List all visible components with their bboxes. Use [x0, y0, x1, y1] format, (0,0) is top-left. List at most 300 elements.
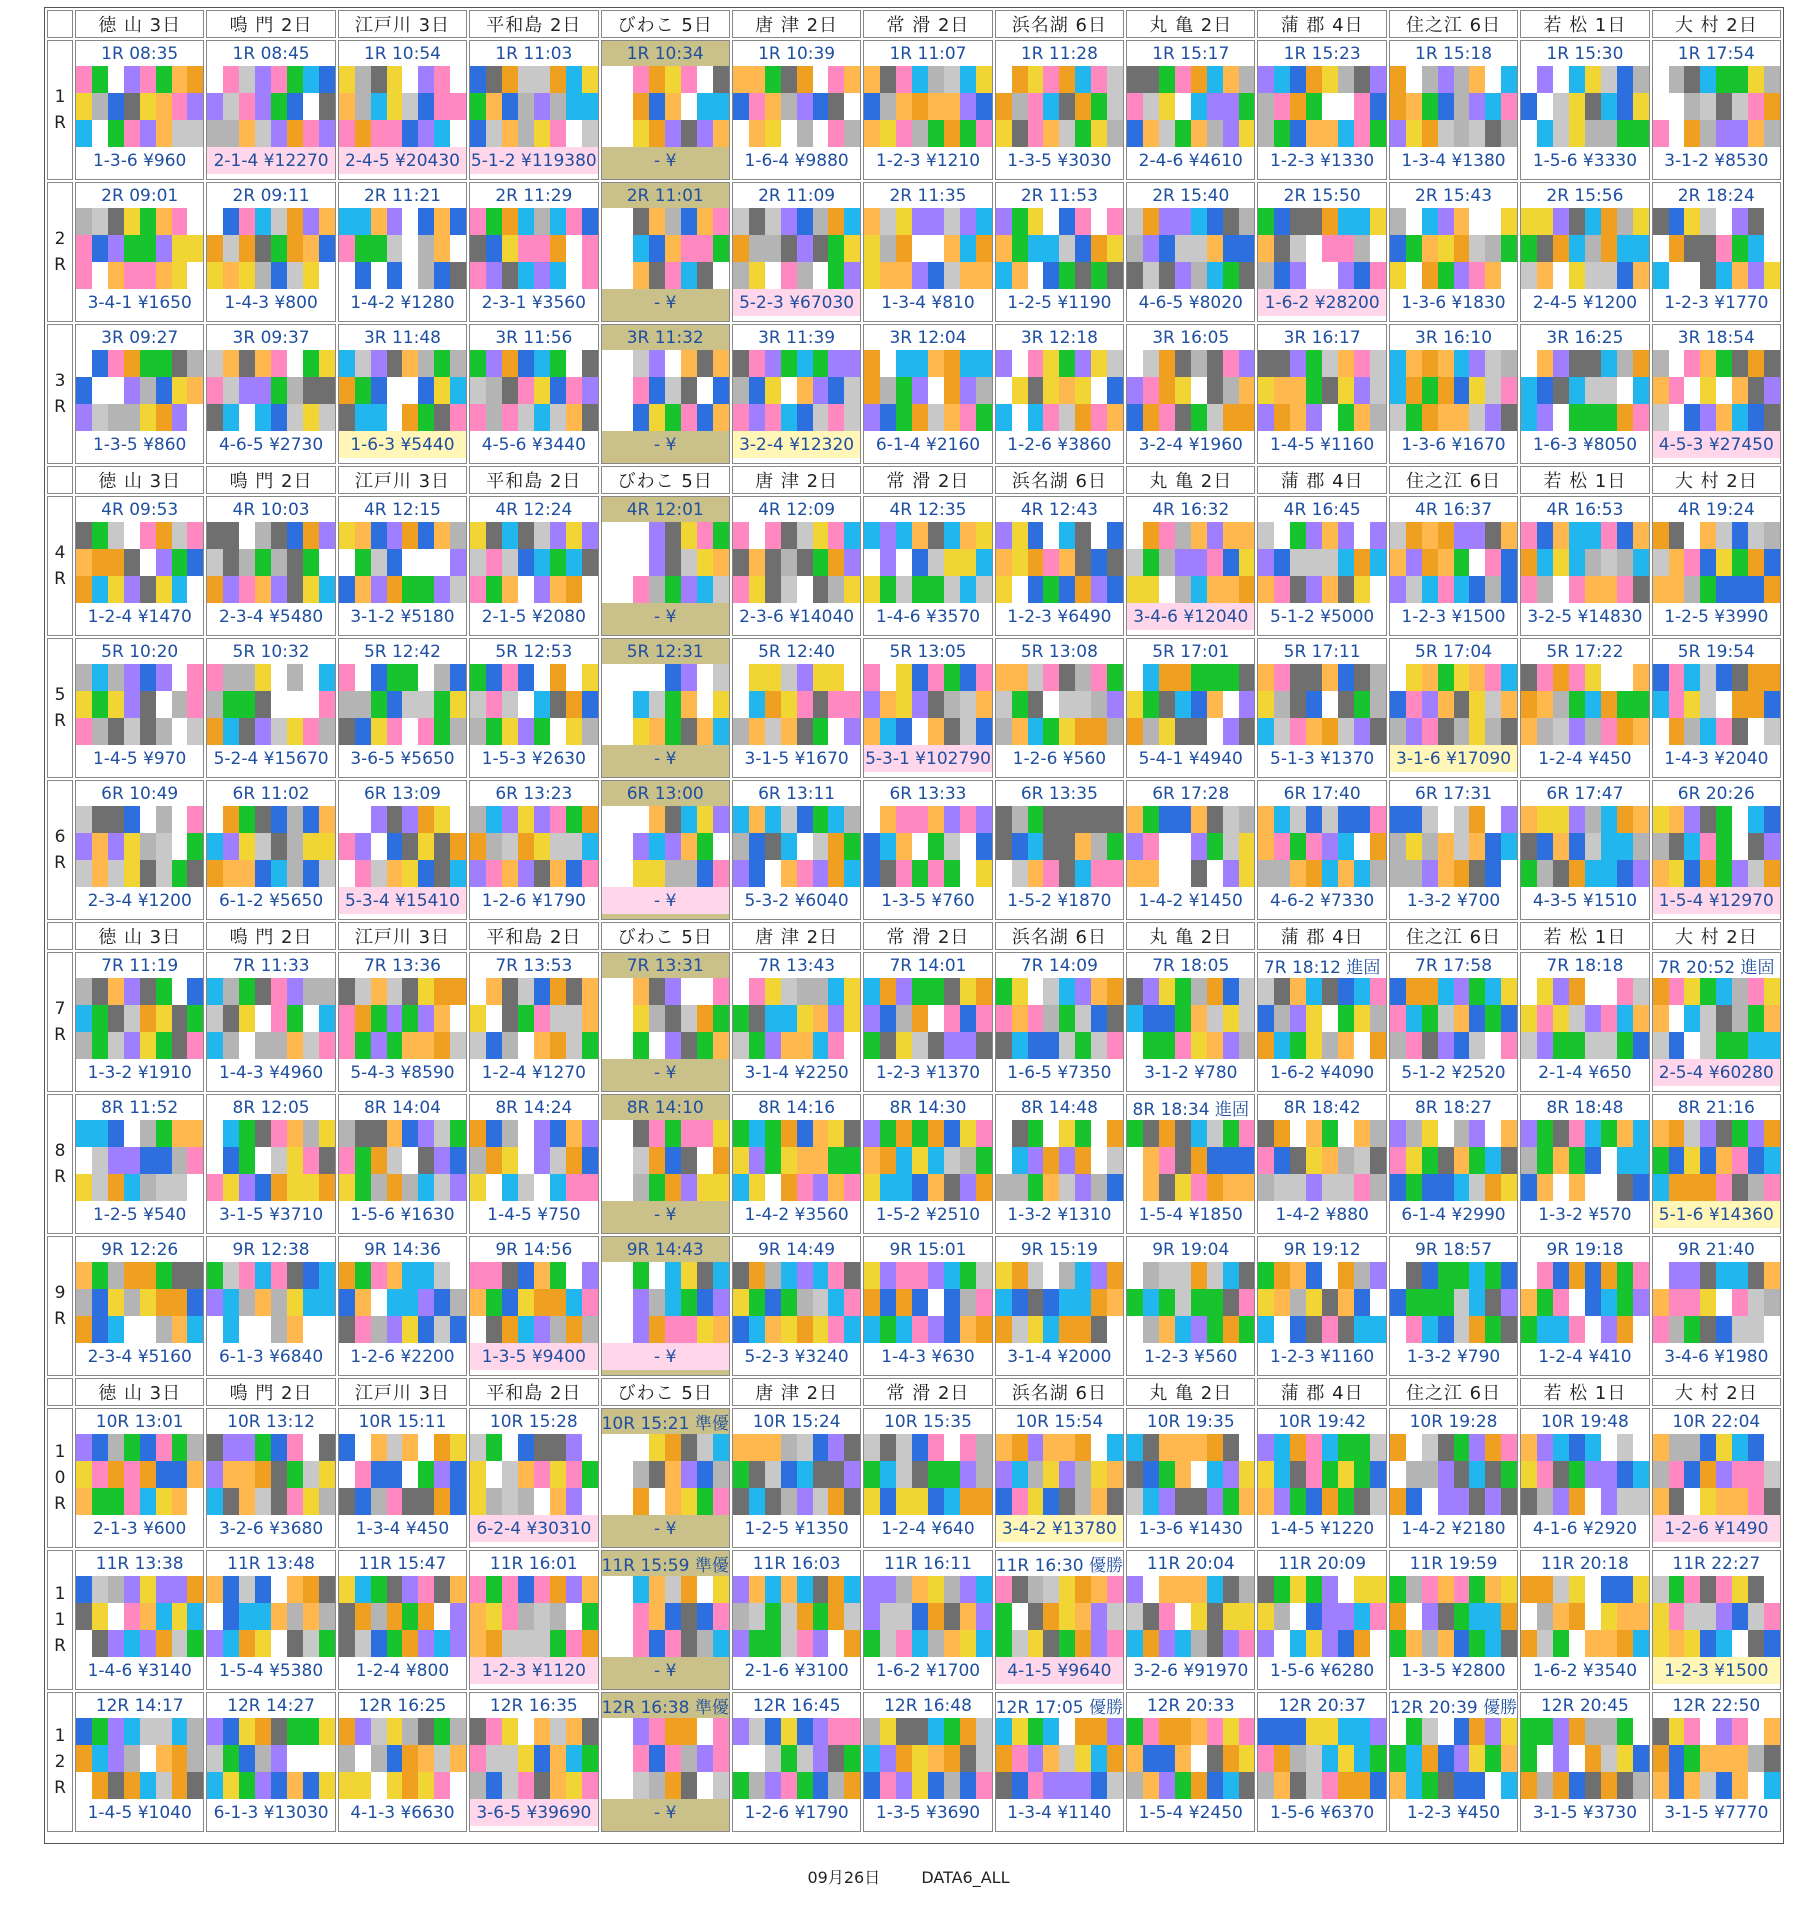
- race-result-cell[interactable]: [1257, 638, 1386, 778]
- boat-color-box: [697, 978, 713, 1005]
- race-result-cell[interactable]: [75, 1692, 204, 1832]
- race-result-cell[interactable]: [1389, 496, 1518, 636]
- boat-color-box: [1438, 235, 1454, 262]
- boat-color-box: [828, 1488, 844, 1515]
- race-result-cell[interactable]: [995, 638, 1124, 778]
- boat-color-box: [1585, 691, 1601, 718]
- boat-color-box: [271, 1461, 287, 1488]
- boat-color-box: [582, 208, 598, 235]
- race-result-cell[interactable]: [1126, 638, 1255, 778]
- boat-color-box: [319, 377, 335, 404]
- race-result-cell[interactable]: [995, 182, 1124, 322]
- boat-color-box: [1239, 1603, 1255, 1630]
- race-result-cell[interactable]: [469, 1550, 598, 1690]
- race-result-cell[interactable]: [1652, 1236, 1781, 1376]
- boat-color-box: [944, 66, 960, 93]
- boat-color-box: [1290, 1461, 1306, 1488]
- race-result-cell[interactable]: [1257, 182, 1386, 322]
- boat-color-box: [355, 522, 371, 549]
- boat-color-box: [534, 860, 550, 887]
- boat-color-box: [207, 262, 223, 289]
- race-result-cell[interactable]: [1652, 496, 1781, 636]
- race-result-cell[interactable]: [863, 496, 992, 636]
- race-result-cell[interactable]: [732, 1408, 861, 1548]
- race-result-cell[interactable]: [1520, 1408, 1649, 1548]
- race-result-cell[interactable]: [1389, 1408, 1518, 1548]
- boat-color-box: [582, 833, 598, 860]
- boat-color-box: [749, 1461, 765, 1488]
- race-result-cell[interactable]: [732, 40, 861, 180]
- boat-color-box: [108, 978, 124, 1005]
- race-result-cell[interactable]: [1126, 496, 1255, 636]
- race-result-cell[interactable]: [995, 1236, 1124, 1376]
- race-result-cell[interactable]: [338, 952, 467, 1092]
- boat-color-box: [1107, 549, 1123, 576]
- race-result-cell[interactable]: [732, 780, 861, 920]
- boat-color-box: [912, 1745, 928, 1772]
- boat-color-box: [1306, 691, 1322, 718]
- race-result-cell[interactable]: [1389, 1692, 1518, 1832]
- boat-color-box: [1684, 1120, 1700, 1147]
- boat-color-box: [697, 1745, 713, 1772]
- boat-odds-row: [339, 1745, 466, 1772]
- boat-color-box: [1258, 1603, 1274, 1630]
- race-result-cell[interactable]: [863, 1550, 992, 1690]
- boat-color-box: [976, 718, 992, 745]
- race-number-label: 1 R: [47, 40, 73, 180]
- race-result-cell[interactable]: [338, 1692, 467, 1832]
- boat-odds-row: [76, 1461, 203, 1488]
- race-result-cell[interactable]: [75, 952, 204, 1092]
- boat-color-box: [156, 1262, 172, 1289]
- race-result-cell[interactable]: [1126, 40, 1255, 180]
- race-result-cell[interactable]: [732, 324, 861, 464]
- payout-line: - ¥: [654, 434, 677, 455]
- race-result-cell[interactable]: [1257, 1408, 1386, 1548]
- race-result-cell[interactable]: [1520, 638, 1649, 778]
- boat-color-box: [1669, 1434, 1685, 1461]
- race-result-cell[interactable]: [1257, 496, 1386, 636]
- race-result-cell[interactable]: [1389, 1094, 1518, 1234]
- race-result-cell[interactable]: [1389, 182, 1518, 322]
- boat-color-box: [1159, 377, 1175, 404]
- race-result-cell[interactable]: [1257, 324, 1386, 464]
- race-result-cell[interactable]: [1520, 1094, 1649, 1234]
- boat-color-box: [1501, 833, 1517, 860]
- boat-color-box: [1028, 806, 1044, 833]
- race-result-cell[interactable]: [338, 638, 467, 778]
- boat-color-box: [92, 1488, 108, 1515]
- boat-color-box: [1617, 235, 1633, 262]
- race-result-cell[interactable]: [75, 40, 204, 180]
- race-result-cell[interactable]: [1126, 952, 1255, 1092]
- boat-odds-row: [1390, 66, 1517, 93]
- boat-color-box: [1258, 350, 1274, 377]
- payout-line: 1-3-6 ¥1670: [1401, 434, 1506, 455]
- boat-color-box: [287, 1316, 303, 1343]
- boat-color-box: [1390, 404, 1406, 431]
- boat-color-box: [470, 1262, 486, 1289]
- boat-odds-row: [733, 522, 860, 549]
- boat-color-box: [1585, 1147, 1601, 1174]
- payout-line: 1-3-5 ¥3030: [1007, 150, 1112, 171]
- race-result-cell[interactable]: [1652, 40, 1781, 180]
- boat-color-box: [1684, 262, 1700, 289]
- boat-color-box: [223, 1461, 239, 1488]
- boat-color-box: [1553, 664, 1569, 691]
- race-result-cell[interactable]: [206, 1408, 335, 1548]
- race-result-cell[interactable]: [1520, 952, 1649, 1092]
- boat-color-box: [1258, 833, 1274, 860]
- boat-color-box: [1274, 1488, 1290, 1515]
- boat-color-box: [271, 1289, 287, 1316]
- race-result-cell[interactable]: [995, 780, 1124, 920]
- race-result-cell[interactable]: [601, 40, 730, 180]
- boat-odds-row: [339, 235, 466, 262]
- race-result-cell[interactable]: [75, 1094, 204, 1234]
- boat-color-box: [339, 1262, 355, 1289]
- payout-line: 1-5-6 ¥3330: [1532, 150, 1638, 171]
- boat-color-box: [582, 120, 598, 147]
- race-result-cell[interactable]: [206, 182, 335, 322]
- race-result-cell[interactable]: [863, 182, 992, 322]
- race-result-cell[interactable]: [732, 1094, 861, 1234]
- race-result-cell[interactable]: [206, 324, 335, 464]
- boat-color-box: [550, 549, 566, 576]
- boat-color-box: [239, 576, 255, 603]
- race-time-header: 6R 13:09: [363, 783, 441, 804]
- race-result-cell[interactable]: [206, 1094, 335, 1234]
- boat-color-box: [864, 208, 880, 235]
- race-result-cell[interactable]: [1520, 496, 1649, 636]
- boat-color-box: [1322, 1434, 1338, 1461]
- boat-color-box: [486, 1120, 502, 1147]
- boat-color-box: [187, 1461, 203, 1488]
- boat-color-box: [124, 1120, 140, 1147]
- race-result-cell[interactable]: [1520, 182, 1649, 322]
- race-result-cell[interactable]: [75, 1408, 204, 1548]
- race-time-header: 12R 20:33: [1146, 1695, 1235, 1716]
- race-result-cell[interactable]: [863, 324, 992, 464]
- race-result-cell[interactable]: [601, 496, 730, 636]
- race-result-cell[interactable]: [601, 1408, 730, 1548]
- boat-color-box: [1422, 350, 1438, 377]
- boat-color-box: [371, 1174, 387, 1201]
- race-time-header: 3R 09:37: [232, 327, 310, 348]
- race-result-cell[interactable]: [206, 952, 335, 1092]
- race-result-cell[interactable]: [732, 638, 861, 778]
- race-result-cell[interactable]: [995, 1094, 1124, 1234]
- race-result-cell[interactable]: [1520, 324, 1649, 464]
- race-result-cell[interactable]: [338, 182, 467, 322]
- boat-color-box: [76, 235, 92, 262]
- race-result-cell[interactable]: [1126, 1236, 1255, 1376]
- boat-color-box: [1159, 1120, 1175, 1147]
- boat-color-box: [1390, 664, 1406, 691]
- race-result-cell[interactable]: [469, 1094, 598, 1234]
- boat-color-box: [1306, 1316, 1322, 1343]
- boat-color-box: [828, 860, 844, 887]
- boat-color-box: [1684, 1147, 1700, 1174]
- boat-odds-row: [602, 1032, 729, 1059]
- boat-color-box: [765, 664, 781, 691]
- race-result-cell[interactable]: [469, 182, 598, 322]
- boat-color-box: [1258, 664, 1274, 691]
- boat-color-box: [617, 262, 633, 289]
- boat-color-box: [1454, 522, 1470, 549]
- boat-color-box: [1274, 1147, 1290, 1174]
- race-time-header: 9R 14:43: [626, 1239, 704, 1260]
- boat-color-box: [797, 1032, 813, 1059]
- boat-color-box: [223, 1488, 239, 1515]
- boat-color-box: [1175, 1032, 1191, 1059]
- boat-color-box: [1390, 1630, 1406, 1657]
- race-result-cell[interactable]: [1652, 1408, 1781, 1548]
- boat-color-box: [1521, 1745, 1537, 1772]
- boat-color-box: [518, 1005, 534, 1032]
- race-result-cell[interactable]: [1126, 780, 1255, 920]
- race-result-cell[interactable]: [732, 182, 861, 322]
- race-result-cell[interactable]: [469, 780, 598, 920]
- boat-color-box: [470, 576, 486, 603]
- race-result-cell[interactable]: [863, 780, 992, 920]
- race-result-cell[interactable]: [601, 1550, 730, 1690]
- boat-color-box: [339, 1174, 355, 1201]
- race-result-cell[interactable]: [469, 324, 598, 464]
- boat-color-box: [1274, 404, 1290, 431]
- race-result-cell[interactable]: [601, 1094, 730, 1234]
- race-result-cell[interactable]: [1389, 40, 1518, 180]
- race-result-cell[interactable]: [863, 952, 992, 1092]
- race-result-cell[interactable]: [1257, 1236, 1386, 1376]
- race-result-cell[interactable]: [1652, 182, 1781, 322]
- race-result-cell[interactable]: [469, 952, 598, 1092]
- race-result-cell[interactable]: [1389, 638, 1518, 778]
- race-result-cell[interactable]: [1126, 182, 1255, 322]
- race-result-cell[interactable]: [206, 40, 335, 180]
- race-result-cell[interactable]: [1652, 952, 1781, 1092]
- race-result-cell[interactable]: [601, 182, 730, 322]
- race-result-cell[interactable]: [469, 638, 598, 778]
- race-result-cell[interactable]: [1520, 1692, 1649, 1832]
- boat-color-box: [108, 120, 124, 147]
- race-result-cell[interactable]: [1126, 1692, 1255, 1832]
- race-result-cell[interactable]: [863, 1094, 992, 1234]
- boat-color-box: [1553, 1120, 1569, 1147]
- race-result-cell[interactable]: [206, 1550, 335, 1690]
- race-result-cell[interactable]: [1520, 780, 1649, 920]
- boat-color-box: [502, 1603, 518, 1630]
- race-result-cell[interactable]: [1257, 1550, 1386, 1690]
- boat-color-box: [1043, 1603, 1059, 1630]
- boat-color-box: [681, 664, 697, 691]
- boat-color-box: [880, 1630, 896, 1657]
- boat-color-box: [697, 1461, 713, 1488]
- race-result-cell[interactable]: [1257, 952, 1386, 1092]
- venue-header: 徳 山 3日: [75, 1378, 204, 1406]
- boat-color-box: [124, 1434, 140, 1461]
- boat-color-box: [287, 1576, 303, 1603]
- race-result-cell[interactable]: [601, 780, 730, 920]
- boat-color-box: [1653, 806, 1669, 833]
- boat-color-box: [355, 1434, 371, 1461]
- race-result-cell[interactable]: [338, 1408, 467, 1548]
- race-result-cell[interactable]: [863, 1236, 992, 1376]
- boat-color-box: [681, 1147, 697, 1174]
- race-result-cell[interactable]: [1126, 324, 1255, 464]
- race-result-cell[interactable]: [75, 1550, 204, 1690]
- race-result-cell[interactable]: [75, 496, 204, 636]
- boat-odds-row: [733, 860, 860, 887]
- boat-color-box: [271, 1488, 287, 1515]
- boat-color-box: [944, 404, 960, 431]
- race-result-cell[interactable]: [732, 952, 861, 1092]
- boat-color-box: [76, 1630, 92, 1657]
- boat-color-box: [566, 1434, 582, 1461]
- boat-color-box: [1127, 1032, 1143, 1059]
- boat-color-box: [1354, 549, 1370, 576]
- race-result-cell[interactable]: [206, 1692, 335, 1832]
- boat-color-box: [1306, 718, 1322, 745]
- race-result-cell[interactable]: [469, 1692, 598, 1832]
- race-result-cell[interactable]: [469, 1408, 598, 1548]
- race-result-cell[interactable]: [1389, 324, 1518, 464]
- race-result-cell[interactable]: [206, 496, 335, 636]
- race-result-cell[interactable]: [206, 780, 335, 920]
- race-result-cell[interactable]: [1652, 780, 1781, 920]
- boat-color-box: [1028, 93, 1044, 120]
- boat-odds-row: [1258, 235, 1385, 262]
- race-result-cell[interactable]: [732, 1692, 861, 1832]
- race-result-cell[interactable]: [601, 1692, 730, 1832]
- boat-color-box: [1028, 549, 1044, 576]
- venue-header: 浜名湖 6日: [995, 10, 1124, 38]
- race-result-cell[interactable]: [1126, 1550, 1255, 1690]
- race-result-cell[interactable]: [732, 1236, 861, 1376]
- boat-odds-row: [733, 1120, 860, 1147]
- boat-color-box: [649, 377, 665, 404]
- boat-color-box: [697, 235, 713, 262]
- boat-color-box: [156, 1120, 172, 1147]
- boat-color-box: [749, 1032, 765, 1059]
- boat-color-box: [1159, 664, 1175, 691]
- boat-color-box: [1406, 833, 1422, 860]
- race-result-cell[interactable]: [338, 780, 467, 920]
- race-result-cell[interactable]: [1257, 1692, 1386, 1832]
- race-result-cell[interactable]: [75, 638, 204, 778]
- boat-color-box: [1601, 1174, 1617, 1201]
- race-result-cell[interactable]: [469, 40, 598, 180]
- race-result-cell[interactable]: [601, 1236, 730, 1376]
- race-result-cell[interactable]: [1652, 1094, 1781, 1234]
- boat-color-box: [172, 1603, 188, 1630]
- race-result-cell[interactable]: [1126, 1094, 1255, 1234]
- boat-color-box: [1028, 1488, 1044, 1515]
- race-result-cell[interactable]: [863, 40, 992, 180]
- boat-color-box: [1223, 806, 1239, 833]
- race-result-cell[interactable]: [1389, 780, 1518, 920]
- race-result-cell[interactable]: [206, 638, 335, 778]
- race-result-cell[interactable]: [206, 1236, 335, 1376]
- boat-color-box: [633, 120, 649, 147]
- boat-color-box: [172, 93, 188, 120]
- boat-color-box: [797, 576, 813, 603]
- race-result-cell[interactable]: [338, 324, 467, 464]
- race-result-cell[interactable]: [995, 952, 1124, 1092]
- race-result-cell[interactable]: [338, 1236, 467, 1376]
- boat-color-box: [156, 691, 172, 718]
- race-result-cell[interactable]: [995, 1408, 1124, 1548]
- race-result-cell[interactable]: [732, 496, 861, 636]
- race-result-cell[interactable]: [1520, 40, 1649, 180]
- race-result-cell[interactable]: [1389, 952, 1518, 1092]
- race-result-cell[interactable]: [75, 182, 204, 322]
- race-result-cell[interactable]: [601, 638, 730, 778]
- race-result-cell[interactable]: [1126, 1408, 1255, 1548]
- race-result-cell[interactable]: [1257, 1094, 1386, 1234]
- race-result-cell[interactable]: [1520, 1236, 1649, 1376]
- race-result-cell[interactable]: [1257, 40, 1386, 180]
- race-result-cell[interactable]: [75, 780, 204, 920]
- race-result-cell[interactable]: [995, 1550, 1124, 1690]
- race-result-cell[interactable]: [995, 1692, 1124, 1832]
- boat-color-box: [76, 1745, 92, 1772]
- race-result-cell[interactable]: [75, 1236, 204, 1376]
- race-result-cell[interactable]: [338, 40, 467, 180]
- boat-color-box: [1075, 664, 1091, 691]
- boat-color-box: [339, 833, 355, 860]
- race-result-cell[interactable]: [1652, 638, 1781, 778]
- race-result-cell[interactable]: [75, 324, 204, 464]
- race-result-cell[interactable]: [1389, 1550, 1518, 1690]
- race-result-cell[interactable]: [338, 1550, 467, 1690]
- race-result-cell[interactable]: [338, 1094, 467, 1234]
- race-result-cell[interactable]: [601, 324, 730, 464]
- payout-line: 1-2-3 ¥560: [1144, 1346, 1238, 1367]
- boat-color-box: [1354, 1032, 1370, 1059]
- boat-color-box: [928, 1120, 944, 1147]
- boat-color-box: [1370, 1576, 1386, 1603]
- race-result-cell[interactable]: [1652, 1550, 1781, 1690]
- boat-color-box: [944, 833, 960, 860]
- race-result-cell[interactable]: [1389, 1236, 1518, 1376]
- boat-color-box: [1012, 576, 1028, 603]
- race-result-cell[interactable]: [732, 1550, 861, 1690]
- race-result-cell[interactable]: [1652, 1692, 1781, 1832]
- race-result-cell[interactable]: [1257, 780, 1386, 920]
- boat-color-box: [864, 978, 880, 1005]
- race-result-cell[interactable]: [338, 496, 467, 636]
- boat-color-box: [1239, 1745, 1255, 1772]
- race-result-cell[interactable]: [469, 496, 598, 636]
- boat-color-box: [749, 404, 765, 431]
- race-result-cell[interactable]: [863, 1692, 992, 1832]
- race-result-cell[interactable]: [995, 40, 1124, 180]
- race-result-cell[interactable]: [995, 324, 1124, 464]
- boat-color-box: [1406, 1772, 1422, 1799]
- race-result-cell[interactable]: [1520, 1550, 1649, 1690]
- boat-color-box: [434, 1174, 450, 1201]
- boat-color-box: [976, 377, 992, 404]
- race-time-header: 5R 12:40: [758, 641, 836, 662]
- boat-color-box: [339, 691, 355, 718]
- race-result-cell[interactable]: [601, 952, 730, 1092]
- race-result-cell[interactable]: [1652, 324, 1781, 464]
- race-result-cell[interactable]: [469, 1236, 598, 1376]
- race-result-cell[interactable]: [863, 638, 992, 778]
- race-result-cell[interactable]: [863, 1408, 992, 1548]
- race-result-cell[interactable]: [995, 496, 1124, 636]
